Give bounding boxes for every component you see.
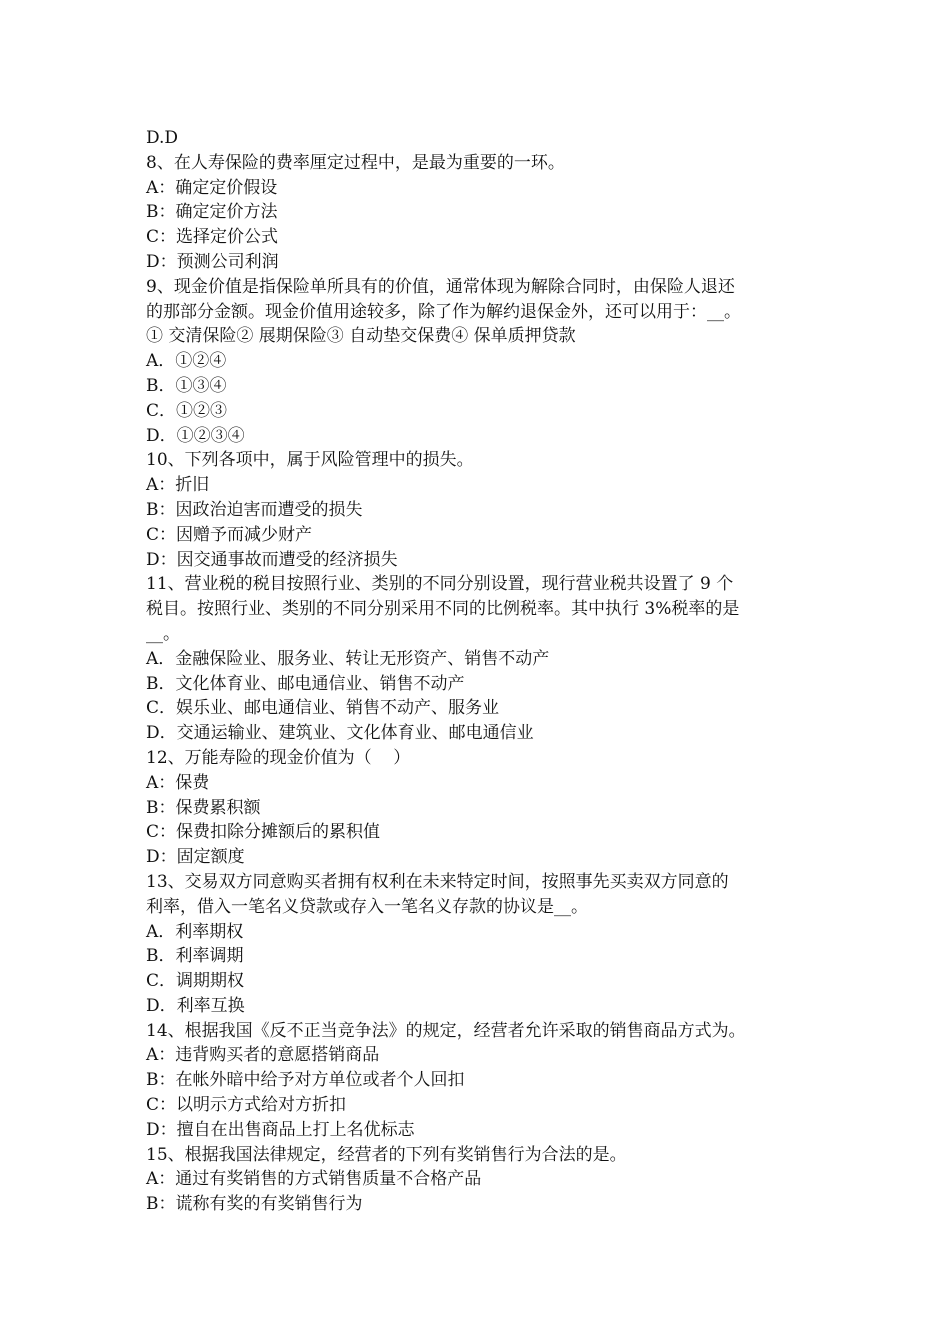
q9-option-c: C．①②③ bbox=[146, 400, 228, 421]
question-11-line-2: 税目。按照行业、类别的不同分别采用不同的比例税率。其中执行 3%税率的是 bbox=[146, 599, 740, 620]
q9-option-a: A．①②④ bbox=[146, 351, 227, 372]
question-14: 14、根据我国《反不正当竞争法》的规定，经营者允许采取的销售商品方式为。 bbox=[146, 1020, 746, 1041]
q8-option-a: A：确定定价假设 bbox=[146, 177, 278, 198]
question-12: 12、万能寿险的现金价值为（ ） bbox=[146, 747, 411, 768]
question-9-items: ① 交清保险② 展期保险③ 自动垫交保费④ 保单质押贷款 bbox=[146, 326, 576, 347]
q14-option-d: D：擅自在出售商品上打上名优标志 bbox=[146, 1119, 415, 1140]
question-11-line-1: 11、营业税的税目按照行业、类别的不同分别设置，现行营业税共设置了 9 个 bbox=[146, 574, 734, 595]
q10-option-d: D：因交通事故而遭受的经济损失 bbox=[146, 549, 398, 570]
q10-option-c: C：因赠予而减少财产 bbox=[146, 524, 313, 545]
question-15: 15、根据我国法律规定，经营者的下列有奖销售行为合法的是。 bbox=[146, 1144, 627, 1165]
q12-option-d: D：固定额度 bbox=[146, 847, 245, 868]
q10-option-b: B：因政治迫害而遭受的损失 bbox=[146, 499, 363, 520]
q14-option-b: B：在帐外暗中给予对方单位或者个人回扣 bbox=[146, 1070, 465, 1091]
q12-option-c: C：保费扣除分摊额后的累积值 bbox=[146, 822, 381, 843]
q8-option-d: D：预测公司利润 bbox=[146, 251, 279, 272]
question-10: 10、下列各项中，属于风险管理中的损失。 bbox=[146, 450, 474, 471]
q11-option-c: C．娱乐业、邮电通信业、销售不动产、服务业 bbox=[146, 698, 500, 719]
q12-option-a: A：保费 bbox=[146, 772, 210, 793]
q14-option-c: C：以明示方式给对方折扣 bbox=[146, 1095, 347, 1116]
q8-option-b: B：确定定价方法 bbox=[146, 202, 278, 223]
q13-option-c: C．调期期权 bbox=[146, 971, 245, 992]
question-13-line-1: 13、交易双方同意购买者拥有权利在未来特定时间，按照事先买卖双方同意的 bbox=[146, 871, 729, 892]
answer-option: D.D bbox=[146, 128, 179, 148]
q9-option-d: D．①②③④ bbox=[146, 425, 245, 446]
q15-option-a: A：通过有奖销售的方式销售质量不合格产品 bbox=[146, 1169, 482, 1190]
q10-option-a: A：折旧 bbox=[146, 475, 210, 496]
question-9-line-2: 的那部分金额。现金价值用途较多，除了作为解约退保金外，还可以用于：__。 bbox=[146, 301, 741, 322]
document-page bbox=[146, 126, 826, 1217]
q11-option-d: D．交通运输业、建筑业、文化体育业、邮电通信业 bbox=[146, 723, 534, 744]
q15-option-b: B：谎称有奖的有奖销售行为 bbox=[146, 1194, 363, 1215]
q12-option-b: B：保费累积额 bbox=[146, 797, 261, 818]
question-13-line-2: 利率，借入一笔名义贷款或存入一笔名义存款的协议是__。 bbox=[146, 896, 588, 917]
q13-option-d: D．利率互换 bbox=[146, 995, 245, 1016]
q8-option-c: C：选择定价公式 bbox=[146, 227, 279, 248]
q9-option-b: B．①③④ bbox=[146, 375, 227, 396]
question-11-line-3: __。 bbox=[146, 623, 180, 644]
question-8: 8、在人寿保险的费率厘定过程中，是最为重要的一环。 bbox=[146, 152, 565, 173]
q13-option-b: B．利率调期 bbox=[146, 946, 244, 967]
q11-option-b: B．文化体育业、邮电通信业、销售不动产 bbox=[146, 673, 465, 694]
q13-option-a: A．利率期权 bbox=[146, 921, 244, 942]
q11-option-a: A．金融保险业、服务业、转让无形资产、销售不动产 bbox=[146, 648, 550, 669]
q14-option-a: A：违背购买者的意愿搭销商品 bbox=[146, 1045, 380, 1066]
question-9-line-1: 9、现金价值是指保险单所具有的价值，通常体现为解除合同时，由保险人退还 bbox=[146, 276, 735, 297]
